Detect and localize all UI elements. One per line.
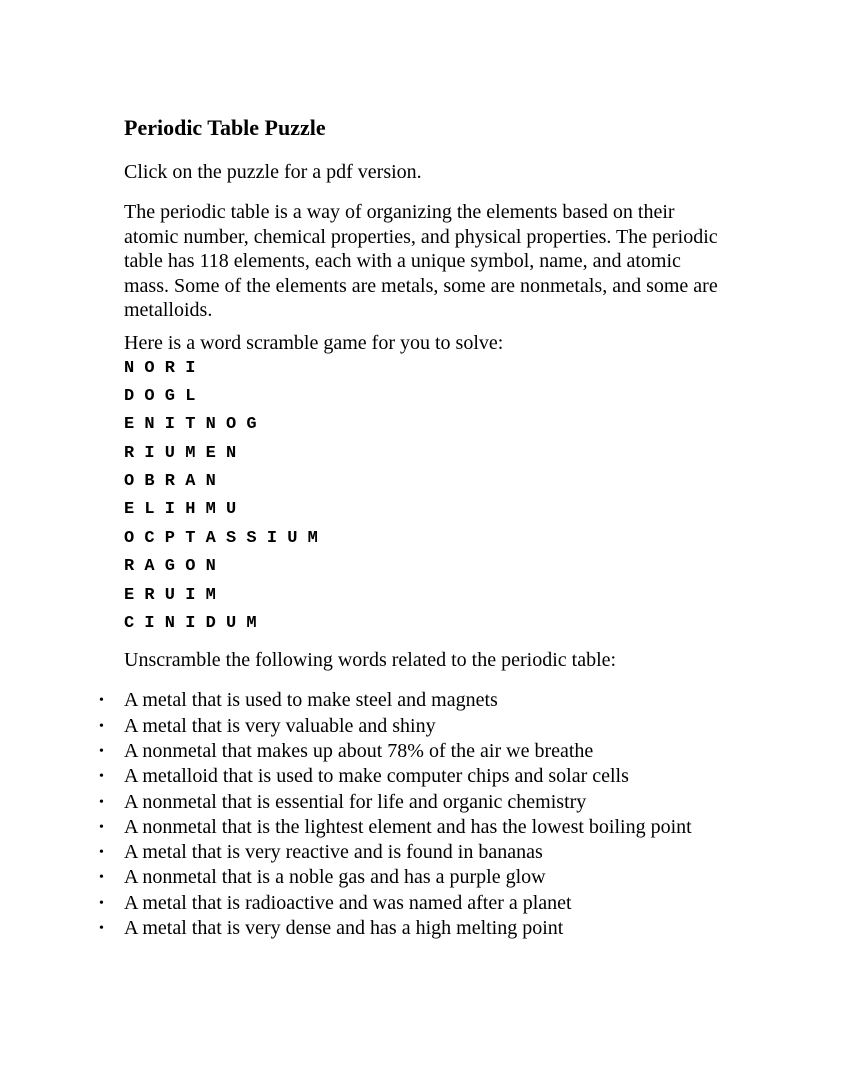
clue-text: A nonmetal that is the lightest element and has the lowest boiling point bbox=[124, 815, 692, 838]
bullet-icon: • bbox=[99, 870, 104, 886]
bullet-icon: • bbox=[99, 769, 104, 785]
bullet-icon: • bbox=[99, 744, 104, 759]
clue-item bbox=[99, 790, 714, 815]
scramble-word: O B R A N bbox=[124, 472, 216, 492]
page-title: Periodic Table Puzzle bbox=[124, 115, 326, 140]
scramble-word: R A G O N bbox=[124, 557, 216, 577]
scramble-word: E N I T N O G bbox=[124, 415, 257, 435]
clue-list bbox=[99, 688, 714, 941]
clue-item bbox=[99, 714, 714, 739]
bullet-icon: • bbox=[99, 819, 104, 835]
clue-text: A nonmetal that makes up about 78% of the air we breathe bbox=[124, 740, 594, 762]
bullet-icon: • bbox=[99, 794, 104, 810]
scramble-word: N O R I bbox=[124, 358, 196, 378]
clue-text: A metal that is radioactive and was named after a planet bbox=[124, 891, 572, 914]
clue-item bbox=[99, 764, 714, 789]
bullet-icon: • bbox=[99, 895, 104, 911]
bullet-icon: • bbox=[99, 718, 104, 734]
clue-item bbox=[99, 840, 714, 865]
clue-item bbox=[99, 916, 714, 941]
document-page bbox=[99, 114, 724, 941]
pdf-link-text[interactable]: Click on the puzzle for a pdf version. bbox=[124, 161, 422, 183]
clue-text: A metalloid that is used to make computer chips and solar cells bbox=[124, 765, 629, 788]
scramble-word: R I U M E N bbox=[124, 443, 237, 463]
unscramble-heading: Unscramble the following words related to the periodic table: bbox=[124, 649, 617, 672]
clue-text: A metal that is very reactive and is found in bananas bbox=[124, 841, 543, 864]
scramble-word: E L I H M U bbox=[124, 500, 237, 520]
clue-item bbox=[99, 865, 714, 890]
clue-text: A metal that is used to make steel and magnets bbox=[124, 689, 498, 712]
clue-item bbox=[99, 688, 714, 713]
clue-text: A metal that is very valuable and shiny bbox=[124, 714, 436, 737]
clue-item bbox=[99, 739, 714, 764]
intro-paragraph: The periodic table is a way of organizing the elements based on their atomic number, chemical properties, and physical properties. The periodic table has 118 elements, each with a unique symbol, name, and atomic mass. Some of the elements are metals, some are nonmetals, and some are metalloids. bbox=[124, 201, 718, 321]
scramble-list bbox=[124, 355, 724, 639]
bullet-icon: • bbox=[99, 845, 104, 861]
clue-text: A metal that is very dense and has a high melting point bbox=[124, 917, 564, 940]
bullet-icon: • bbox=[99, 921, 104, 937]
bullet-icon: • bbox=[99, 693, 104, 709]
scramble-word: D O G L bbox=[124, 386, 196, 406]
clue-text: A nonmetal that is essential for life and organic chemistry bbox=[124, 790, 587, 813]
clue-item bbox=[99, 891, 714, 916]
clue-item bbox=[99, 815, 714, 840]
scramble-word: O C P T A S S I U M bbox=[124, 528, 318, 548]
scramble-word: E R U I M bbox=[124, 585, 216, 605]
scramble-word: C I N I D U M bbox=[124, 614, 257, 634]
clue-text: A nonmetal that is a noble gas and has a purple glow bbox=[124, 866, 546, 889]
scramble-heading: Here is a word scramble game for you to solve: bbox=[124, 331, 504, 354]
